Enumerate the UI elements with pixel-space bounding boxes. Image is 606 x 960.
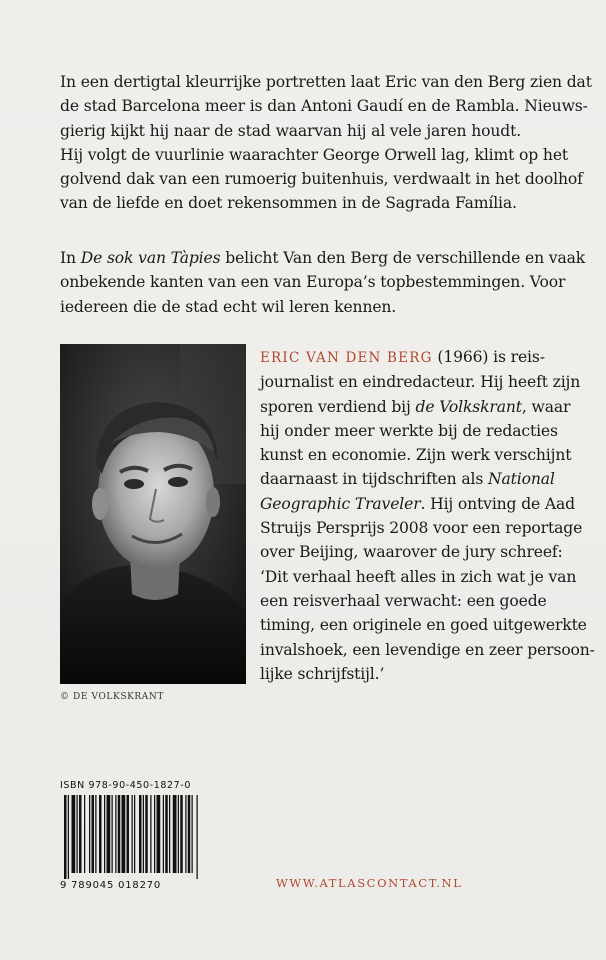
barcode-bar	[118, 795, 121, 873]
intro-line: In een dertigtal kleurrijke portretten laat Eric van den Berg zien dat	[60, 73, 592, 91]
barcode-bar	[95, 795, 96, 873]
bio-text: , waar	[521, 397, 571, 416]
bio-line: hij onder meer werkte bij de redacties	[260, 421, 558, 440]
bio-line	[260, 345, 560, 370]
barcode-bar	[163, 795, 164, 873]
bio-line: kunst en economie. Zijn werk verschijnt	[260, 446, 572, 465]
bio-line	[260, 395, 571, 419]
bio-line: lijke schrijfstijl.’	[260, 664, 385, 683]
summary-line: iedereen die de stad echt wil leren kennen.	[60, 297, 397, 316]
barcode-bar	[185, 795, 186, 873]
bio-line: ‘Dit verhaal heeft alles in zich wat je van	[260, 567, 577, 586]
bio-line	[260, 492, 576, 516]
newspaper-title: de Volkskrant	[415, 397, 522, 416]
barcode-bar	[165, 795, 168, 873]
bio-line: timing, een originele en goed uitgewerkte	[260, 616, 587, 635]
intro-line: gierig kijkt hij naar de stad waarvan hij al vele jaren houdt.	[60, 121, 522, 140]
intro-line: de stad Barcelona meer is dan Antoni Gaudí en de Rambla. Nieuws-	[60, 97, 588, 116]
summary-prefix: In	[60, 249, 81, 267]
author-photo	[60, 344, 246, 684]
barcode-bar	[127, 795, 130, 873]
barcode-bar	[173, 795, 177, 873]
barcode-bar	[104, 795, 105, 873]
barcode-bar	[145, 795, 148, 873]
barcode-bar	[72, 795, 76, 873]
barcode-bar	[180, 795, 183, 873]
barcode-bar	[107, 795, 111, 873]
isbn-barcode	[60, 780, 238, 892]
barcode-bar	[77, 795, 78, 873]
bio-text: sporen verdiend bij	[260, 397, 416, 416]
isbn-label: ISBN 978-90-450-1827-0	[60, 780, 191, 791]
author-name: ERIC VAN DEN BERG	[260, 350, 433, 366]
author-bio	[260, 345, 595, 686]
barcode-bar	[122, 795, 126, 873]
summary-line	[60, 246, 586, 270]
barcode-bar	[68, 795, 69, 879]
barcode-digits: 9 789045 018270	[60, 880, 162, 891]
book-title: De sok van Tàpies	[80, 249, 221, 267]
photo-credit: © DE VOLKSKRANT	[60, 692, 164, 702]
barcode-bar	[188, 795, 191, 873]
barcode-bar	[112, 795, 113, 873]
barcode-bar	[192, 795, 193, 873]
publisher-website[interactable]: WWW.ATLASCONTACT.NL	[276, 876, 463, 890]
magazine-title: Geographic Traveler	[260, 494, 421, 513]
bio-text: . Hij ontving de Aad	[420, 494, 576, 513]
intro-paragraph	[60, 70, 592, 216]
barcode-bars	[60, 795, 238, 879]
summary-line: onbekende kanten van een van Europa’s topbestemmingen. Voor	[60, 273, 566, 292]
barcode-bar	[139, 795, 142, 873]
intro-line: Hij volgt de vuurlinie waarachter George Orwell lag, klimt op het	[60, 145, 569, 164]
barcode-bar	[79, 795, 82, 873]
barcode-bar	[84, 795, 85, 873]
barcode-bar	[197, 795, 198, 879]
bio-line: een reisverhaal verwacht: een goede	[260, 591, 547, 610]
bio-text: daarnaast in tijdschriften als	[260, 470, 489, 489]
intro-line: van de liefde en doet rekensommen in de Sagrada Família.	[60, 194, 517, 213]
barcode-bar	[64, 795, 67, 879]
barcode-bar	[150, 795, 151, 873]
barcode-bar	[157, 795, 161, 873]
bio-line: over Beijing, waarover de jury schreef:	[260, 543, 563, 562]
barcode-bar	[134, 795, 135, 873]
intro-line: golvend dak van een rumoerig buitenhuis, verdwaalt in het doolhof	[60, 170, 583, 189]
barcode-bar	[143, 795, 144, 873]
summary-rest: belicht Van den Berg de verschillende en vaak	[220, 249, 586, 267]
bio-line: Struijs Persprijs 2008 voor een reportage	[260, 519, 583, 538]
barcode-bar	[178, 795, 179, 873]
bio-line: journalist en eindredacteur. Hij heeft zijn	[260, 373, 581, 392]
summary-paragraph	[60, 246, 586, 319]
barcode-bar	[92, 795, 95, 873]
bio-line	[260, 467, 560, 491]
barcode-bar	[115, 795, 116, 873]
barcode-bar	[99, 795, 102, 873]
barcode-bar	[169, 795, 170, 873]
author-portrait-image	[60, 344, 246, 684]
magazine-title: National	[488, 470, 555, 489]
barcode-bar	[89, 795, 90, 873]
bio-text: (1966) is reis-	[432, 348, 545, 366]
barcode-bar	[132, 795, 133, 873]
bio-line: invalshoek, een levendige en zeer persoon-	[260, 640, 595, 659]
barcode-bar	[154, 795, 155, 873]
